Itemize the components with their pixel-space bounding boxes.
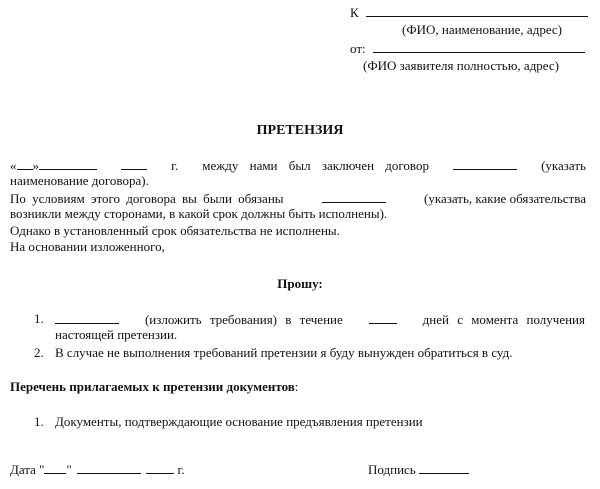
recipient-caption: (ФИО, наименование, адрес) [402,22,563,37]
attachment-item-1-num: 1. [34,414,44,429]
obligations-hint: (указать, какие обязательства [424,191,586,206]
contract-hint: (указать [541,158,586,173]
signature-label: Подпись [368,462,416,477]
open-quote: « [10,158,17,173]
sender-prefix: от: [350,41,366,56]
contract-year-field[interactable] [121,157,147,170]
paragraph-obligations-line2: возникли между сторонами, в какой срок должны быть исполнены). [10,206,388,221]
date-month-field[interactable] [77,461,141,474]
contract-name-field[interactable] [453,157,517,170]
year-suffix: г. [171,158,179,173]
recipient-row [350,4,588,21]
obligations-field[interactable] [322,190,386,203]
request-item-2-num: 2. [34,345,44,360]
days-text: дней с момента получения [422,312,585,327]
sender-caption: (ФИО заявителя полностью, адрес) [363,58,559,73]
attachments-heading-text: Перечень прилагаемых к претензии документов [10,379,295,394]
request-item-2: В случае не выполнения требований претензии я буду вынужден обратиться в суд. [55,345,513,360]
contract-text: между нами был заключен договор [202,158,429,173]
document-title: ПРЕТЕНЗИЯ [256,123,344,138]
contract-month-field[interactable] [39,157,97,170]
paragraph-contract-line2: наименование договора). [10,173,149,188]
date-day-field[interactable] [44,461,66,474]
request-item-1 [55,311,585,328]
paragraph-contract [10,157,586,174]
date-label: Дата " [10,462,45,477]
paragraph-obligations [10,190,586,207]
date-quote-close: " [66,462,72,477]
recipient-prefix: К [350,5,359,20]
contract-date [10,157,97,174]
attachments-heading [10,379,298,395]
sender-field[interactable] [373,40,585,53]
request-item-1-line2: настоящей претензии. [55,327,178,342]
requirement-text: (изложить требования) в течение [144,312,343,327]
signature-row [368,461,469,478]
contract-day-field[interactable] [17,157,33,170]
recipient-field[interactable] [366,4,588,17]
obligations-text: По условиям этого договора вы были обязаны [10,191,284,206]
date-row [10,461,185,478]
signature-field[interactable] [419,461,469,474]
date-year-field[interactable] [146,461,174,474]
close-quote: » [32,158,39,173]
attachment-item-1: Документы, подтверждающие основание предъявления претензии [55,414,423,429]
attachments-colon: : [294,379,299,394]
sender-row [350,40,585,57]
days-field[interactable] [369,311,397,324]
request-heading: Прошу: [277,276,323,291]
request-item-1-num: 1. [34,311,44,326]
date-year-suffix: г. [177,462,185,477]
paragraph-not-fulfilled: Однако в установленный срок обязательства не исполнены. [10,223,340,238]
requirement-field[interactable] [55,311,119,324]
paragraph-based-on: На основании изложенного, [10,239,165,254]
